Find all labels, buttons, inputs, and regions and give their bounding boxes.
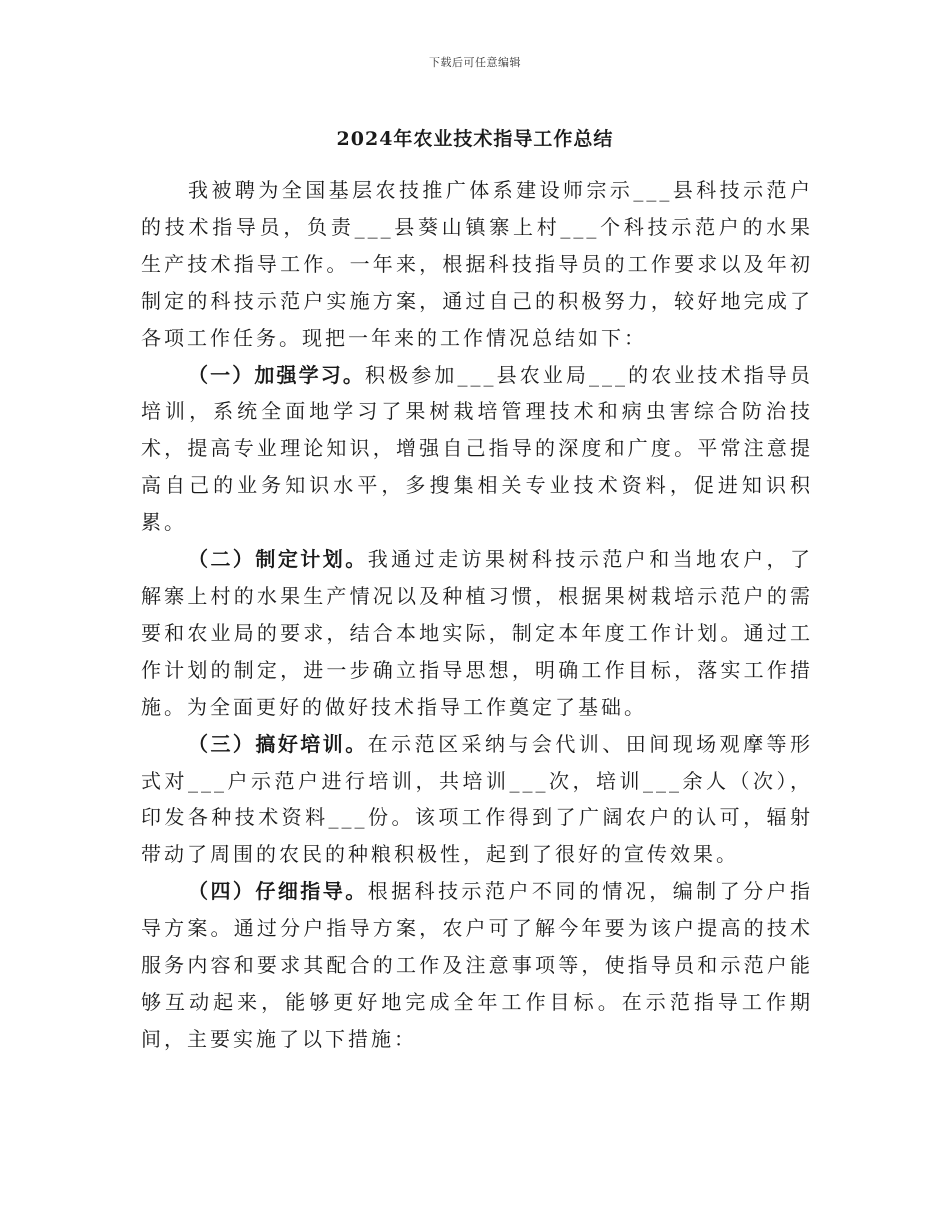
header-note: 下载后可任意编辑 bbox=[429, 56, 521, 69]
section-heading-4: （四）仔细指导。 bbox=[188, 879, 368, 904]
section-heading-1: （一）加强学习。 bbox=[188, 362, 365, 387]
document-body bbox=[141, 172, 813, 1058]
section-paragraph-2 bbox=[141, 541, 813, 726]
document-title: 2024年农业技术指导工作总结 bbox=[336, 128, 614, 150]
section-heading-3: （三）搞好培训。 bbox=[188, 731, 368, 756]
section-text-2: 我通过走访果树科技示范户和当地农户，了解寨上村的水果生产情况以及种植习惯，根据果树栽培示范户的需要和农业局的要求，结合本地实际，制定本年度工作计划。通过工作计划的制定，进一步确立指导思想，明确工作目标，落实工作措施。为全面更好的做好技术指导工作奠定了基础。 bbox=[141, 547, 814, 719]
intro-paragraph: 我被聘为全国基层农技推广体系建设师宗示___县科技示范户的技术指导员，负责___县葵山镇寨上村___个科技示范户的水果生产技术指导工作。一年来，根据科技指导员的工作要求以及年初制定的科技示范户实施方案，通过自己的积极努力，较好地完成了各项工作任务。现把一年来的工作情况总结如下： bbox=[141, 178, 813, 350]
section-text-3: 在示范区采纳与会代训、田间现场观摩等形式对___户示范户进行培训，共培训___次，培训___余人（次），印发各种技术资料___份。该项工作得到了广阔农户的认可，辐射带动了周围的农民的种粮积极性，起到了很好的宣传效果。 bbox=[141, 731, 814, 867]
section-heading-2: （二）制定计划。 bbox=[188, 547, 368, 572]
section-text-1: 积极参加___县农业局___的农业技术指导员培训，系统全面地学习了果树栽培管理技术和病虫害综合防治技术，提高专业理论知识，增强自己指导的深度和广度。平常注意提高自己的业务知识水平，多搜集相关专业技术资料，促进知识积累。 bbox=[141, 362, 814, 535]
section-paragraph-4 bbox=[141, 873, 813, 1058]
section-text-4: 根据科技示范户不同的情况，编制了分户指导方案。通过分户指导方案，农户可了解今年要为该户提高的技术服务内容和要求其配合的工作及注意事项等，使指导员和示范户能够互动起来，能够更好地完成全年工作目标。在示范指导工作期间，主要实施了以下措施： bbox=[141, 879, 814, 1051]
section-paragraph-3 bbox=[141, 726, 813, 874]
section-paragraph-1 bbox=[141, 357, 813, 542]
